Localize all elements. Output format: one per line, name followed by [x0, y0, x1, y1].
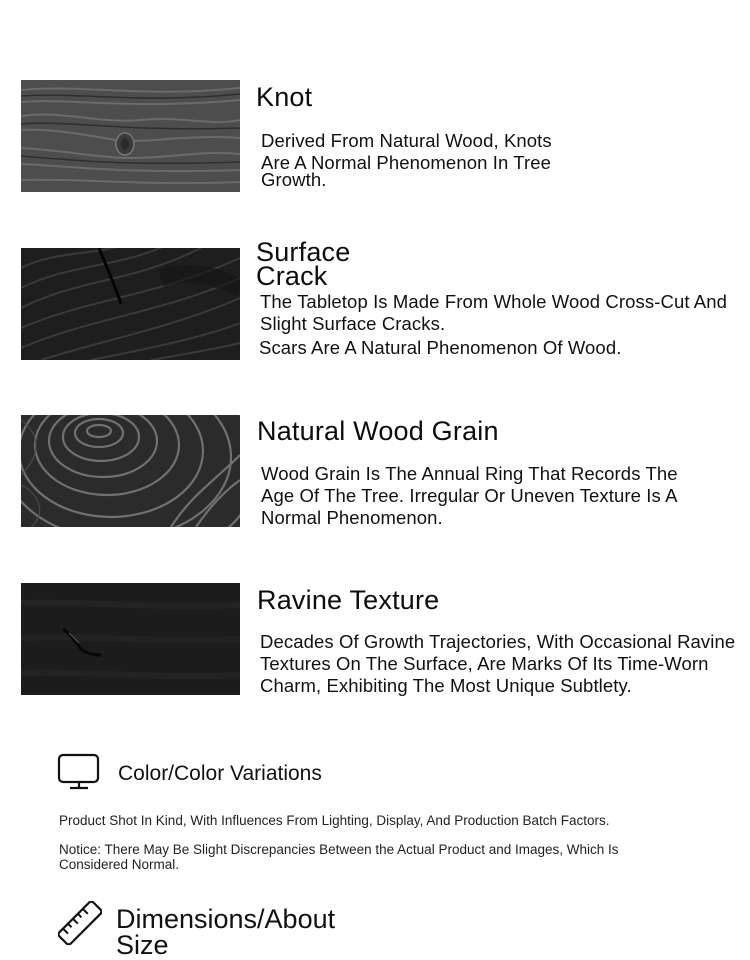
monitor-icon [57, 753, 101, 796]
feature-description: The Tabletop Is Made From Whole Wood Cross-Cut And Slight Surface Cracks. Scars Are A Natural Phenomenon Of Wood. [259, 291, 728, 358]
feature-title: Knot [256, 82, 313, 112]
ruler-icon [58, 901, 102, 950]
feature-description: Wood Grain Is The Annual Ring That Records The Age Of The Tree. Irregular Or Uneven Texture Is A Normal Phenomenon. [261, 463, 678, 528]
knot-wood-swatch [21, 80, 240, 192]
knot-wood-image [21, 80, 240, 192]
feature-title: Ravine Texture [257, 585, 440, 615]
grain-wood-swatch [21, 415, 240, 527]
feature-description: Derived From Natural Wood, Knots Are A Normal Phenomenon In Tree Growth. [261, 130, 552, 190]
color-lighting-note: Product Shot In Kind, With Influences From Lighting, Display, And Production Batch Factors. [59, 813, 610, 828]
feature-title: Natural Wood Grain [257, 416, 499, 446]
color-discrepancy-notice: Notice: There May Be Slight Discrepancies Between the Actual Product and Images, Which Is Considered Normal. [59, 842, 619, 872]
color-variations-title: Color/Color Variations [118, 762, 322, 785]
feature-description: Decades Of Growth Trajectories, With Occasional Ravine Textures On The Surface, Are Marks Of Its Time-Worn Charm, Exhibiting The Most Unique Subtlety. [260, 631, 736, 696]
feature-title: Surface Crack [256, 237, 351, 291]
dimensions-title: Dimensions/About Size [116, 904, 336, 960]
crack-wood-swatch [21, 248, 240, 360]
crack-wood-image [21, 248, 240, 360]
grain-wood-image [21, 415, 240, 527]
ravine-wood-swatch [21, 583, 240, 695]
ravine-wood-image [21, 583, 240, 695]
